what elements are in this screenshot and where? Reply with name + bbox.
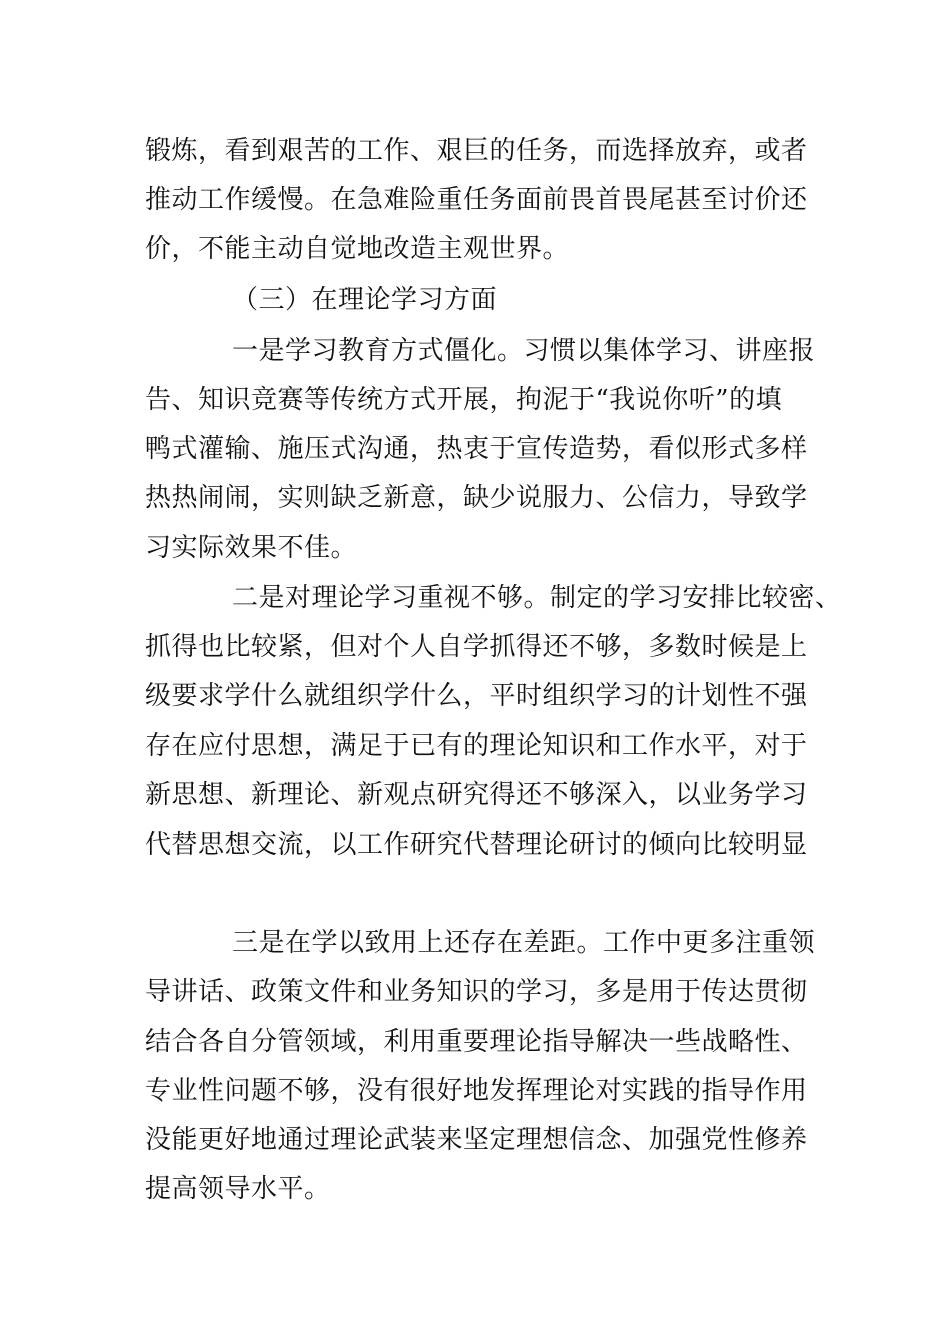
text-line: 二是对理论学习重视不够。制定的学习安排比较密、 [232, 583, 842, 613]
text-line: 价，不能主动自觉地改造主观世界。 [145, 234, 570, 264]
text-line: 级要求学什么就组织学什么，平时组织学习的计划性不强 [145, 681, 808, 711]
text-line: 没能更好地通过理论武装来坚定理想信念、加强党性修养 [145, 1125, 808, 1155]
text-line: 习实际效果不佳。 [145, 533, 358, 563]
text-line: 导讲话、政策文件和业务知识的学习，多是用于传达贯彻 [145, 977, 808, 1007]
text-line: 推动工作缓慢。在急难险重任务面前畏首畏尾甚至讨价还 [145, 185, 808, 215]
text-line: 锻炼，看到艰苦的工作、艰巨的任务，而选择放弃，或者 [145, 136, 808, 166]
text-line: 结合各自分管领域，利用重要理论指导解决一些战略性、 [145, 1027, 808, 1057]
text-line: 鸭式灌输、施压式沟通，热衷于宣传造势，看似形式多样 [145, 434, 808, 464]
text-line: 存在应付思想，满足于已有的理论知识和工作水平，对于 [145, 731, 808, 761]
text-line: 代替思想交流，以工作研究代替理论研讨的倾向比较明显 [145, 830, 808, 860]
text-line: 一是学习教育方式僵化。习惯以集体学习、讲座报 [232, 336, 816, 366]
text-line: 热热闹闹，实则缺乏新意，缺少说服力、公信力，导致学 [145, 483, 808, 513]
text-line: 提高领导水平。 [145, 1174, 331, 1204]
text-line: 三是在学以致用上还存在差距。工作中更多注重领 [232, 928, 816, 958]
text-line: 告、知识竞赛等传统方式开展，拘泥于“我说你听”的填 [145, 385, 783, 415]
text-line: 新思想、新理论、新观点研究得还不够深入，以业务学习 [145, 780, 808, 810]
text-line: 抓得也比较紧，但对个人自学抓得还不够，多数时候是上 [145, 632, 808, 662]
section-heading: （三）在理论学习方面 [232, 285, 498, 315]
text-line: 专业性问题不够，没有很好地发挥理论对实践的指导作用 [145, 1076, 808, 1106]
